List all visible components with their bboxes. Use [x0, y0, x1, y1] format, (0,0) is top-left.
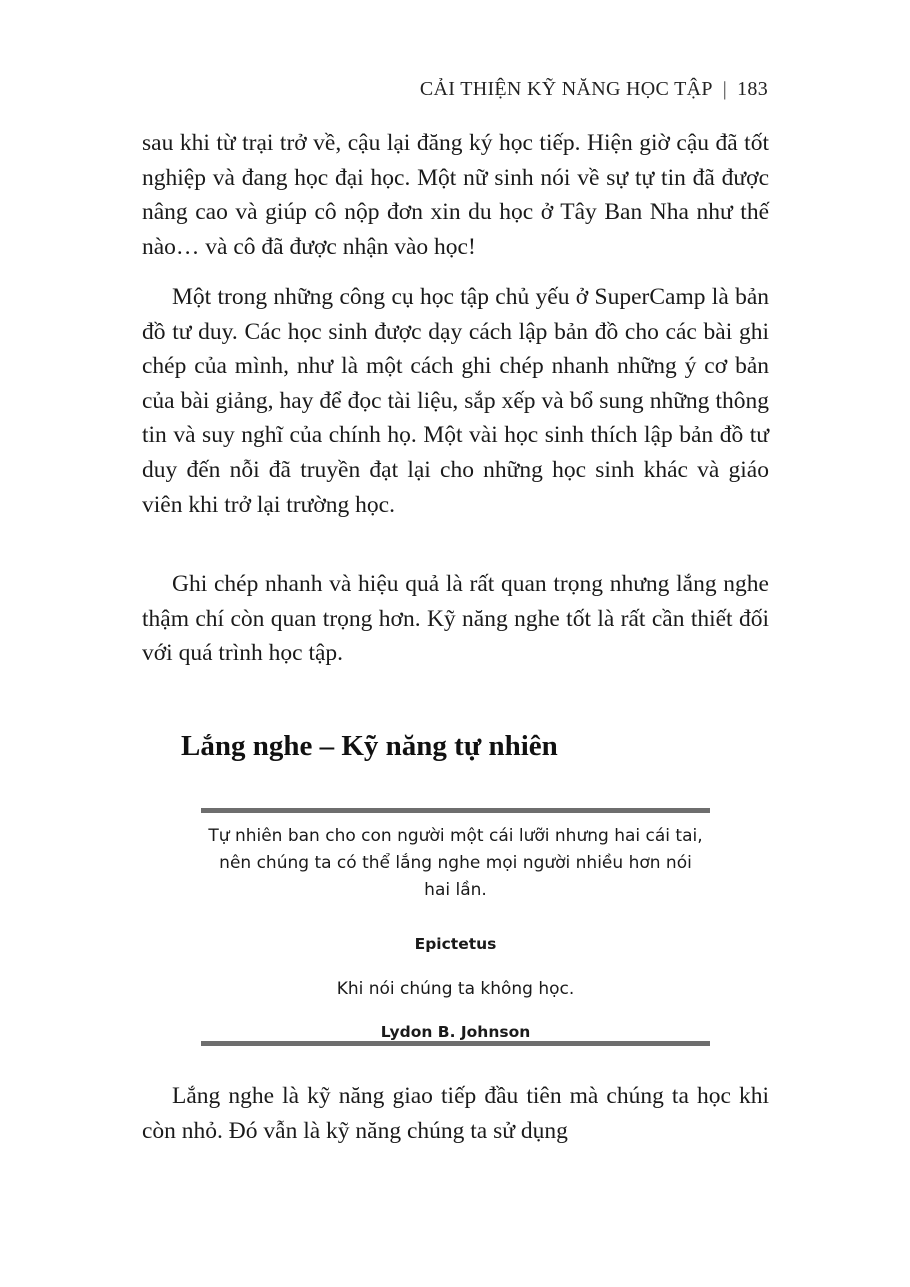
paragraph-1: sau khi từ trại trở về, cậu lại đăng ký học tiếp. Hiện giờ cậu đã tốt nghiệp và đang học đại học. Một nữ sinh nói về sự tự tin đã được nâng cao và giúp cô nộp đơn xin du học ở Tây Ban Nha như thế nào… và cô đã được nhận vào học!: [142, 130, 769, 260]
section-heading: Lắng nghe – Kỹ năng tự nhiên: [181, 730, 558, 762]
epigraph-box: [201, 808, 710, 1046]
closing-paragraph: Lắng nghe là kỹ năng giao tiếp đầu tiên mà chúng ta học khi còn nhỏ. Đó vẫn là kỹ năng chúng ta sử dụng: [142, 1083, 769, 1144]
page-number: 183: [737, 78, 768, 100]
quote-1-text: Tự nhiên ban cho con người một cái lưỡi nhưng hai cái tai, nên chúng ta có thể lắng nghe mọi người nhiều hơn nói hai lần.: [208, 826, 703, 900]
paragraph-2: Một trong những công cụ học tập chủ yếu ở SuperCamp là bản đồ tư duy. Các học sinh được dạy cách lập bản đồ cho các bài ghi chép của mình, như là một cách ghi chép nhanh những ý cơ bản của bài giảng, hay để đọc tài liệu, sắp xếp và bổ sung những thông tin và suy nghĩ của chính họ. Một vài học sinh thích lập bản đồ tư duy đến nỗi đã truyền đạt lại cho những học sinh khác và giáo viên khi trở lại trường học.: [142, 284, 769, 518]
quote-1-author: Epictetus: [414, 935, 497, 953]
paragraph-3: Ghi chép nhanh và hiệu quả là rất quan trọng nhưng lắng nghe thậm chí còn quan trọng hơn. Kỹ năng nghe tốt là rất cần thiết đối với quá trình học tập.: [142, 571, 769, 667]
quote-2-author: Lydon B. Johnson: [380, 1023, 531, 1041]
running-header: [420, 78, 768, 101]
quote-2-text: Khi nói chúng ta không học.: [336, 979, 575, 999]
running-title: CẢI THIỆN KỸ NĂNG HỌC TẬP: [419, 78, 713, 100]
header-separator: |: [722, 78, 728, 100]
